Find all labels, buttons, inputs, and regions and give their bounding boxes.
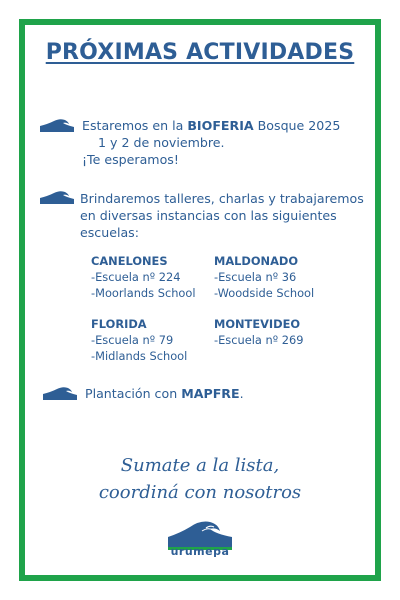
school-group-florida: FLORIDA -Escuela nº 79 -Midlands School xyxy=(91,317,188,363)
school-group-canelones: CANELONES -Escuela nº 224 -Moorlands School xyxy=(91,254,196,300)
logo-text: urumepa xyxy=(170,545,230,558)
wave-icon xyxy=(43,386,77,400)
bioferia-text: Estaremos en la BIOFERIA Bosque 2025 1 y 2 de noviembre. ¡Te esperamos! xyxy=(82,118,341,167)
workshops-text: Brindaremos talleres, charlas y trabajaremos en diversas instancias con las siguientes escuelas: xyxy=(80,191,364,240)
school-group-montevideo: MONTEVIDEO -Escuela nº 269 xyxy=(214,317,304,347)
plantation-text: Plantación con MAPFRE. xyxy=(85,386,244,401)
school-group-maldonado: MALDONADO -Escuela nº 36 -Woodside School xyxy=(214,254,315,300)
page-title: PRÓXIMAS ACTIVIDADES xyxy=(45,40,355,65)
wave-icon xyxy=(40,118,74,132)
wave-icon xyxy=(40,190,74,204)
slogan: Sumate a la lista, coordiná con nosotros xyxy=(98,455,302,503)
